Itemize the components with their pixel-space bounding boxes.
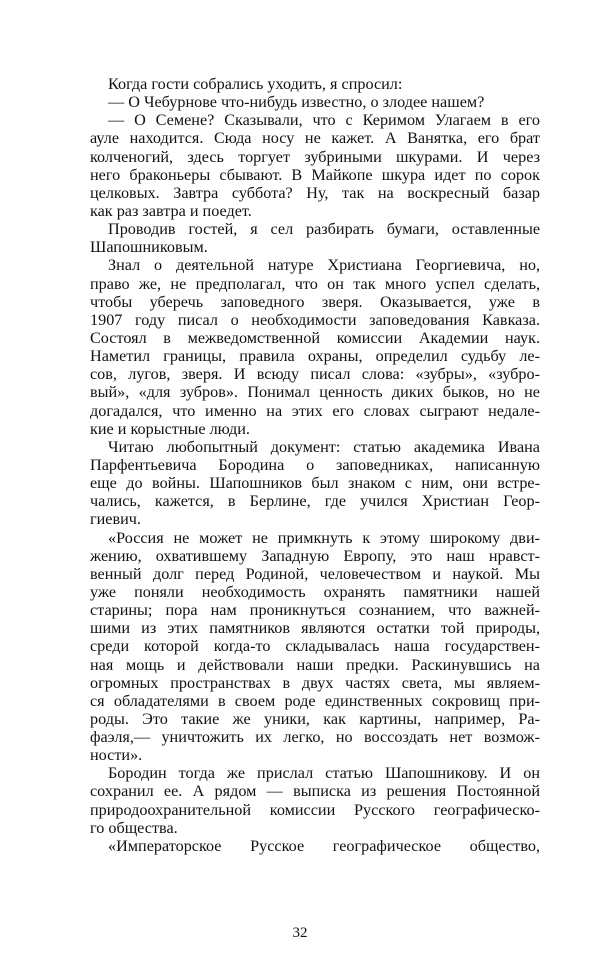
text-line: Проводив гостей, я сел разбирать бумаги, оставленные bbox=[108, 220, 540, 239]
text-line: фаэля,— уничтожить их легко, но воссоздать нет возмож- bbox=[90, 728, 540, 747]
paragraph bbox=[90, 837, 540, 855]
text-line: право же, не предполагал, что он так много успел сделать, bbox=[90, 274, 540, 293]
text-line: него браконьеры сбывают. В Майкопе шкура идет по сорок bbox=[90, 165, 540, 184]
text-line: роды. Это такие же уники, как картины, например, Ра- bbox=[90, 709, 540, 728]
page-number: 32 bbox=[292, 925, 308, 941]
text-line: «Императорское Русское географическое общество, bbox=[108, 836, 540, 855]
text-line: Шапошниковым. bbox=[90, 238, 208, 257]
text-line: сов, лугов, зверя. И всюду писал слова: «зубры», «зубро- bbox=[90, 365, 540, 384]
text-line: венный долг перед Родиной, человечеством и наукой. Мы bbox=[90, 564, 540, 583]
text-line: го общества. bbox=[90, 818, 178, 837]
text-line: сохранил ее. А рядом — выписка из решения Постоянной bbox=[90, 782, 540, 801]
text-line: Наметил границы, правила охраны, определил судьбу ле- bbox=[90, 347, 540, 366]
text-line: жению, охватившему Западную Европу, это наш нравст- bbox=[90, 546, 540, 565]
text-line: чтобы уберечь заповедного зверя. Оказывается, уже в bbox=[90, 292, 540, 311]
text-line: целковых. Завтра суббота? Ну, так на воскресный базар bbox=[90, 183, 540, 202]
paragraph bbox=[90, 220, 540, 256]
text-line: колченогий, здесь торгует зубриными шкурами. И через bbox=[90, 147, 540, 166]
text-line: огромных пространствах в двух частях света, мы являем- bbox=[90, 673, 540, 692]
text-line: Когда гости собрались уходить, я спросил: bbox=[108, 75, 403, 93]
text-line: шими из этих памятников являются остатки той природы, bbox=[90, 619, 540, 638]
text-line: — О Чебурнове что-нибудь известно, о злодее нашем? bbox=[108, 93, 485, 112]
text-line: уже поняли необходимость охранять памятники нашей bbox=[90, 582, 540, 601]
text-line: природоохранительной комиссии Русского географическо- bbox=[90, 800, 540, 819]
text-line: Бородин тогда же прислал статью Шапошникову. И он bbox=[108, 764, 540, 783]
text-line: 1907 году писал о необходимости заповедования Кавказа. bbox=[90, 310, 540, 329]
paragraph bbox=[90, 764, 540, 837]
paragraph bbox=[90, 529, 540, 765]
text-line: ности». bbox=[90, 746, 143, 765]
text-line: кие и корыстные люди. bbox=[90, 419, 250, 438]
text-line: ся обладателями в своем роде единственных сокровищ при- bbox=[90, 691, 540, 710]
text-line: вый», «для зубров». Понимал ценность диких быков, но не bbox=[90, 383, 540, 402]
paragraph bbox=[90, 111, 540, 220]
text-line: Состоял в межведомственной комиссии Академии наук. bbox=[90, 328, 540, 347]
text-line: Парфентьевича Бородина о заповедниках, написанную bbox=[90, 455, 540, 474]
text-line: еще до войны. Шапошников был знаком с ним, они встре- bbox=[90, 474, 540, 493]
text-line: старины; пора нам проникнуться сознанием, что важней- bbox=[90, 601, 540, 620]
text-line: — О Семене? Сказывали, что с Керимом Улагаем в его bbox=[108, 111, 540, 130]
text-line: догадался, что именно на этих его словах сыграют недале- bbox=[90, 401, 540, 420]
paragraph bbox=[90, 75, 540, 93]
text-line: среди которой когда-то складывалась наша государствен- bbox=[90, 637, 540, 656]
text-line: Знал о деятельной натуре Христиана Георгиевича, но, bbox=[108, 256, 540, 275]
text-line: ауле находится. Сюда носу не кажет. А Ванятка, его брат bbox=[90, 129, 540, 148]
text-line: «Россия не может не примкнуть к этому широкому дви- bbox=[108, 528, 540, 547]
paragraph bbox=[90, 93, 540, 111]
paragraph bbox=[90, 256, 540, 437]
text-line: гиевич. bbox=[90, 510, 141, 529]
paragraph bbox=[90, 438, 540, 529]
text-line: чались, кажется, в Берлине, где учился Христиан Геор- bbox=[90, 492, 540, 511]
book-page-text bbox=[90, 75, 540, 855]
text-line: Читаю любопытный документ: статью академика Ивана bbox=[108, 437, 540, 456]
text-line: как раз завтра и поедет. bbox=[90, 201, 252, 220]
text-line: ная мощь и действовали наши предки. Раскинувшись на bbox=[90, 655, 540, 674]
